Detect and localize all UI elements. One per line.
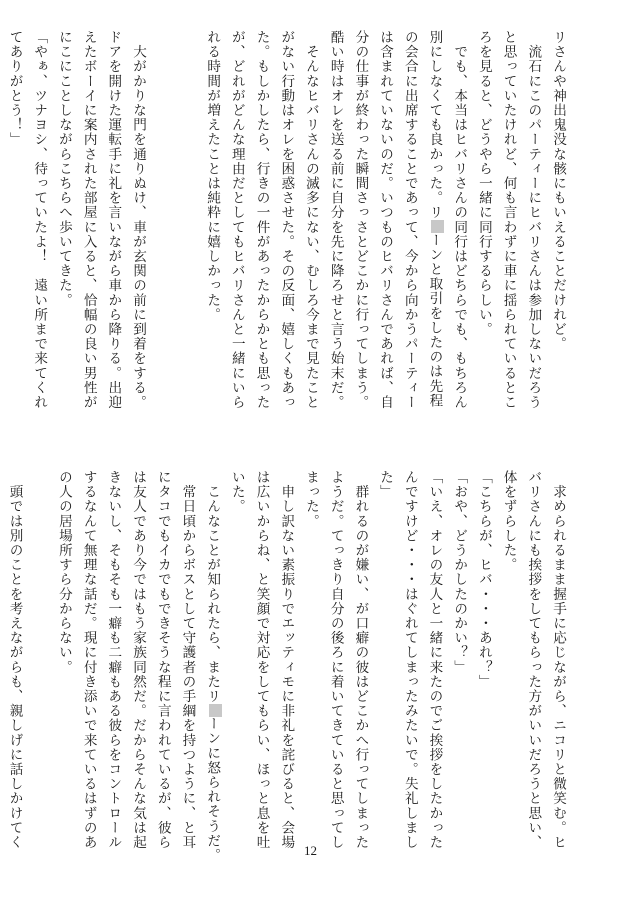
text-segment: ーンに怒られそうだ。	[204, 716, 221, 863]
text-column: は含まれていないのだ。いつものヒバリさんであれば、自	[377, 30, 394, 410]
blank-column	[175, 30, 200, 430]
text-column: にタコでもイカでもできそうな程に言われているが、彼ら	[154, 470, 171, 850]
text-column: 申し訳ない素振りでエッティモに非礼を詫びると、会場	[278, 470, 295, 850]
text-column: バリさんにも挨拶をしてもらった方がいいだろうと思い、	[525, 470, 542, 850]
text-column: ろを見ると、どうやら一緒に同行するらしい。	[475, 30, 492, 337]
text-column: れる時間が増えたことは純粋に嬉しかった。	[204, 30, 221, 322]
redaction-mark	[431, 220, 444, 233]
text-column: の会合に出席することであって、今から向かうパーティー	[401, 30, 418, 410]
text-column: 酷い時はオレを送る前に自分を先に降ろせと言う始末だ。	[327, 30, 344, 410]
text-column: いた。	[228, 470, 245, 514]
text-column-with-redaction	[422, 30, 447, 430]
text-column: がない行動はオレを困惑させた。その反面、嬉しくもあっ	[278, 30, 295, 410]
text-column: た。もしかしたら、行きの一件があったからかとも思った	[253, 30, 270, 410]
text-column: にこにことしながらこちらへ歩いてきた。	[55, 30, 72, 308]
text-column: ドアを開けた運転手に礼を言いながら車から降りる。出迎	[105, 30, 122, 410]
redaction-mark	[209, 704, 222, 717]
text-column: 「やぁ、ツナヨシ、待っていたよ！ 遠い所まで来てくれ	[31, 30, 48, 410]
blank-column	[150, 30, 175, 430]
text-column: てありがとう！」	[6, 30, 23, 147]
text-column: 「おや、どうかしたのかい？」	[451, 470, 468, 675]
text-segment: 別にしなくても良かった。リ	[426, 30, 443, 220]
text-column: が、どれがどんな理由だとしてもヒバリさんと一緒にいら	[228, 30, 245, 410]
text-segment: こんなことが知られたら、またリ	[204, 470, 221, 704]
text-column: 「こちらが、ヒバ・・・あれ？」	[475, 470, 492, 689]
text-column: するなんて無理な話だ。現に付き添いで来ているはずのあ	[80, 470, 97, 850]
text-block-top	[6, 30, 570, 430]
text-column: は友人であり今ではもう家族同然だ。だからそんな気は起	[130, 470, 147, 850]
text-column: えたボーイに案内された部屋に入ると、恰幅の良い男性が	[80, 30, 97, 410]
text-column: 流石にこのパーティーにヒバリさんは参加しないだろう	[525, 30, 542, 410]
text-column: た」	[377, 470, 394, 500]
text-column: でも、本当はヒバリさんの同行はどちらでも、もちろん	[451, 30, 468, 410]
text-column: 「いえ、オレの友人と一緒に来たのでご挨拶をしたかった	[426, 470, 443, 850]
text-column	[0, 470, 2, 870]
text-column: 常日頃からボスとして守護者の手綱を持つように、と耳	[179, 470, 196, 850]
text-segment: ーンと取引をしたのは先程	[426, 232, 443, 409]
text-column: 求められるまま握手に応じながら、ニコリと微笑む。ヒ	[550, 470, 566, 850]
text-column: 分の仕事が終わった瞬間さっさとどこかに行ってしまう。	[352, 30, 369, 410]
text-column	[0, 30, 2, 430]
text-block-bottom	[6, 470, 570, 870]
text-column: きないし、そもそも一癖も二癖もある彼らをコントロール	[105, 470, 122, 850]
text-column: は広いからね、と笑顔で対応をしてもらい、ほっと息を吐	[253, 470, 270, 850]
text-column: そんなヒバリさんの滅多にない、むしろ今まで見たこと	[302, 30, 319, 410]
text-column: 大がかりな門を通りぬけ、車が玄関の前に到着をする。	[130, 30, 147, 410]
text-column: んですけど・・・はぐれてしまったみたいで。失礼しまし	[401, 470, 418, 850]
text-column: ようだ。てっきり自分の後ろに着いてきていると思ってし	[327, 470, 344, 850]
text-column: まった。	[302, 470, 319, 529]
text-column: リさんや神出鬼没な骸にもいえることだけれど。	[550, 30, 566, 352]
text-column: 頭では別のことを考えながらも、親しげに話しかけてく	[6, 470, 23, 850]
text-column: 群れるのが嫌い、が口癖の彼はどこかへ行ってしまった	[352, 470, 369, 850]
text-column: と思っていたけれど、何も言わずに車に揺られているとこ	[500, 30, 517, 410]
text-column: の人の居場所すら分からない。	[55, 470, 72, 675]
text-column: 体をずらした。	[500, 470, 517, 573]
page-number: 12	[304, 843, 317, 858]
text-column-with-redaction	[199, 470, 224, 870]
blank-column	[27, 470, 52, 870]
